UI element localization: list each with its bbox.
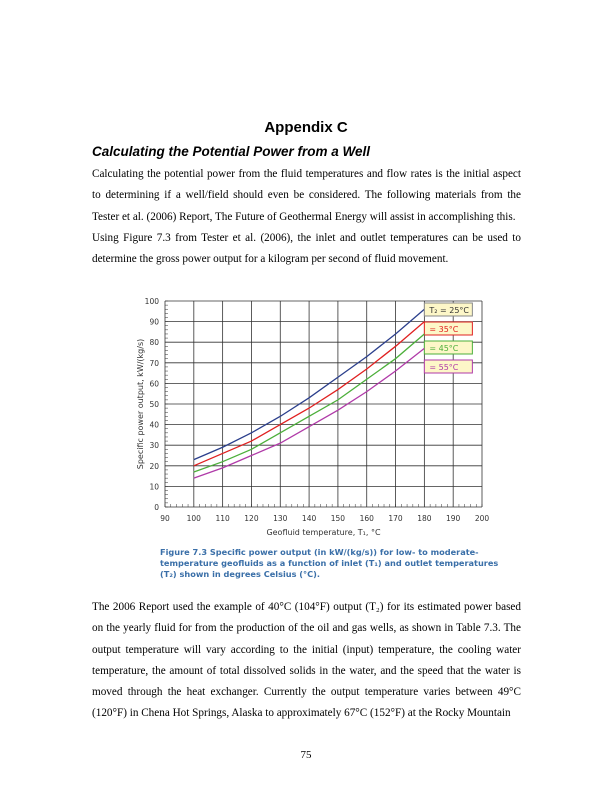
legend-label: = 35°C: [429, 325, 459, 334]
y-tick-label: 0: [154, 503, 159, 512]
x-tick-label: 200: [474, 514, 490, 523]
paragraph-3: The 2006 Report used the example of 40°C (104°F) output (T₂) for its estimated power based on the yearly fluid for from the production of the oil and gas wells, as shown in Table 7.3. The output temperature will vary according to the initial (input) temperature, the cooling water temperature, the amount of total dissolved solids in the water, and the speed that the water is moved through the heat exchanger. Currently the output temperature varies between 49°C (120°F) in Chena Hot Springs, Alaska to approximately 67°C (152°F) at the Rocky Mountain: [92, 601, 521, 720]
y-tick-label: 80: [149, 338, 159, 348]
y-tick-label: 60: [149, 379, 159, 389]
legend-label: = 55°C: [429, 363, 459, 372]
y-tick-label: 90: [149, 317, 159, 327]
section-heading: Calculating the Potential Power from a Well: [92, 144, 371, 159]
y-axis-label: Specific power output, kW/(kg/s): [136, 338, 145, 470]
legend-label: = 45°C: [429, 344, 459, 353]
y-tick-label: 10: [149, 482, 159, 492]
x-tick-label: 190: [446, 514, 461, 523]
x-tick-label: 160: [359, 514, 374, 523]
x-tick-label: 110: [215, 514, 230, 523]
page-number: 75: [300, 749, 312, 761]
x-tick-label: 180: [417, 514, 432, 523]
x-tick-label: 140: [301, 514, 317, 523]
y-tick-label: 30: [149, 441, 159, 451]
x-tick-label: 170: [388, 514, 403, 523]
x-tick-label: 150: [330, 514, 346, 523]
x-axis-label: Geofluid temperature, T₁, °C: [266, 528, 381, 537]
figure-caption: Figure 7.3 Specific power output (in kW/(kg/s)) for low- to moderate-temperature geofluids as a function of inlet (T₁) and outlet temperatures (T₂) shown in degrees Celsius (°C).: [160, 547, 499, 579]
paragraph-1: Calculating the potential power from the fluid temperatures and flow rates is the initial aspect to determining if a well/field should even be considered. The following materials from the Tester et al. (2006) Report, The Future of Geothermal Energy will assist in accomplishing this.: [92, 168, 521, 223]
y-tick-label: 70: [149, 358, 159, 368]
x-tick-label: 100: [186, 514, 201, 523]
x-tick-label: 120: [244, 514, 259, 523]
y-tick-label: 20: [149, 461, 159, 471]
appendix-title: Appendix C: [264, 119, 348, 136]
x-tick-label: 90: [160, 514, 170, 523]
y-tick-label: 40: [149, 420, 159, 430]
x-tick-label: 130: [273, 514, 288, 523]
paragraph-2: Using Figure 7.3 from Tester et al. (2006), the inlet and outlet temperatures can be used to determine the gross power output for a kilogram per second of fluid movement.: [92, 232, 521, 266]
y-tick-label: 50: [149, 400, 159, 409]
legend-label: T₂ = 25°C: [429, 306, 470, 315]
y-tick-label: 100: [144, 297, 159, 306]
